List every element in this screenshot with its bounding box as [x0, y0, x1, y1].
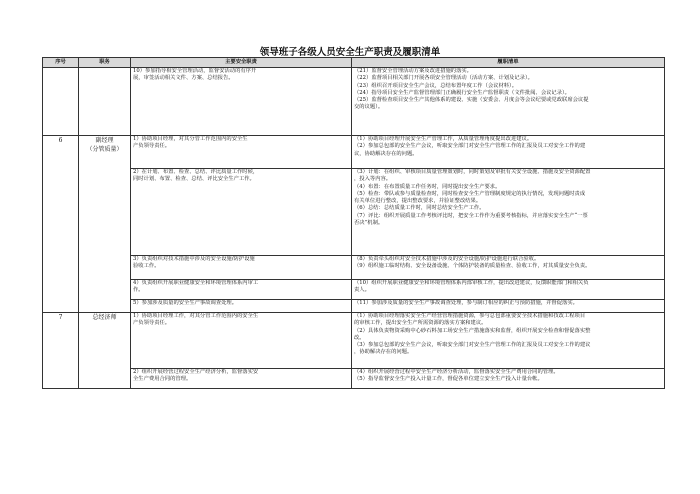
duty-line: 全生产费用合同的管理。 — [133, 376, 192, 383]
cell-position-empty — [79, 68, 131, 136]
duty-line: 1）协助项目经理，对其分管工作范围内的安全生 — [133, 136, 248, 142]
checklist-line: 的审核工作，提出安全生产所需资源的落实方案和建议。 — [354, 320, 487, 327]
checklist-line: （5）指导监督安全生产投入计量工作，督促各单位建立安全生产投入计量台帐。 — [354, 376, 543, 383]
checklist-line: （2）具体负责物资采购中心砂石料加工场安全生产措施落实和监督，组织开展安全检查和督促落实整 — [354, 327, 591, 334]
checklist-line: （3）计划：在组织、审核项目质量管理策划时，同时策划及审批有关安全设施、措施及安全资源配置 — [354, 169, 591, 175]
cell-checklist — [352, 68, 665, 136]
cell-checklist — [352, 256, 665, 280]
checklist-line: （9）组织施工临时结构、安全设备设施、个体防护装备的质量检查、验收工作，对其质量安全负责。 — [354, 263, 591, 270]
cell-checklist — [352, 300, 665, 313]
table-row — [43, 136, 665, 169]
checklist-line: （1）协助项目经理落实安全生产经营管理措施资源，参与总包部重要安全技术措施和技改工程项目 — [354, 313, 586, 319]
duty-line: 3）负责组织对技术措施中涉及的安全设施/防护设施 — [133, 256, 255, 262]
checklist-line: （10）组织开展职业健康安全和环境管理体系内部审核工作，提出改进建议，反馈职能部门和相关负 — [354, 280, 589, 286]
table-row — [43, 256, 665, 280]
cell-checklist — [352, 369, 665, 389]
checklist-line: 交的议题）。 — [354, 104, 384, 111]
checklist-line: （1）协助项目经理开展安全生产管理工作，从质量管理角度提出改进建议。 — [354, 136, 533, 142]
cell-no: 6 — [43, 136, 79, 313]
table-row — [43, 169, 665, 256]
checklist-line: （23）组织召开项目安全生产会议，总结布置年度工作（会议材料）。 — [354, 82, 517, 89]
duty-line: 1）协助项目经理工作，对其分管工作范围内的安全生 — [133, 313, 259, 319]
cell-duty — [131, 313, 352, 369]
table-row — [43, 280, 665, 300]
cell-checklist — [352, 313, 665, 369]
checklist-line: 议，协助解决存在的问题。 — [354, 150, 418, 157]
duty-line: 产负领导责任。 — [133, 143, 171, 150]
duty-line: 验收工作。 — [133, 263, 160, 270]
checklist-line: （22）监督项目相关部门开展各项安全管理活动（活动方案、计划及记录）。 — [354, 75, 533, 82]
table-row — [43, 369, 665, 389]
duty-line: 同时计划、布置、检查、总结、评比安全生产工作。 — [133, 176, 255, 183]
position-scope: （分管质量） — [86, 146, 123, 153]
checklist-line: （4）组织开展经营过程中安全生产经济分析活动，监督落实安全生产费用合同的管理。 — [354, 369, 559, 375]
cell-duty — [131, 369, 352, 389]
cell-duty — [131, 169, 352, 256]
duty-line: 5）参加涉及质量的安全生产事故调查处理。 — [133, 300, 238, 306]
cell-duty — [131, 256, 352, 280]
cell-duty — [131, 280, 352, 300]
checklist-line: ，投入等内容。 — [354, 176, 392, 183]
cell-no: 7 — [43, 313, 79, 389]
checklist-line: （11）参加涉及质量的安全生产事故调查处理，参与制订相应的纠正与预防措施，并督促落实。 — [354, 300, 578, 306]
checklist-line: 责人。 — [354, 287, 370, 294]
duty-line: 产负领导责任。 — [133, 320, 171, 327]
duty-line: 2）组织开展经营过程安全生产经济分析，监督落实安 — [133, 369, 259, 375]
checklist-line: （4）布置：在布置质量工作任务时，同时提出安全生产要求。 — [354, 183, 501, 190]
checklist-line: ，协助解决存在的问题。 — [354, 349, 413, 356]
cell-duty — [131, 300, 352, 313]
duty-line: 展，审签活动相关文件、方案、总结报告。 — [133, 75, 234, 82]
responsibility-table — [42, 57, 665, 389]
cell-duty — [131, 136, 352, 169]
position-name: 总经济师 — [92, 314, 117, 321]
checklist-line: 有关单位进行整改，提出整改要求，并验证整改结果。 — [354, 198, 482, 205]
checklist-line: （5）检查：带队或参与质量检查时，同时检查安全生产管理制度规定的执行情况，发现问题时责成 — [354, 190, 586, 197]
cell-checklist — [352, 169, 665, 256]
checklist-line: （21）监督安全管理活动方案及改进措施的落实。 — [354, 68, 472, 74]
header-position: 职务 — [79, 58, 131, 68]
table-row — [43, 68, 665, 136]
header-duty: 主要安全职责 — [131, 58, 352, 68]
cell-position — [79, 136, 131, 313]
cell-duty — [131, 68, 352, 136]
cell-position — [79, 313, 131, 389]
header-row — [43, 58, 665, 68]
table-row — [43, 313, 665, 369]
header-checklist: 履职清单 — [352, 58, 665, 68]
checklist-line: （6）总结：总结质量工作时，同时总结安全生产工作。 — [354, 205, 485, 212]
checklist-line: 否决”机制。 — [354, 220, 384, 227]
table-row — [43, 300, 665, 313]
duty-line: 10）参加指导相安全管理活动，监督安活动的有序开 — [133, 68, 257, 74]
duty-line: 2）在计划、布置、检查、总结、评比质量工作时候， — [133, 169, 259, 175]
checklist-line: （25）监督检查项目安全生产其他体系的建设、实施（安委会、月度会等会议纪要或党政联席会议提 — [354, 97, 589, 104]
checklist-line: 改。 — [354, 334, 365, 341]
cell-checklist — [352, 280, 665, 300]
cell-no-empty — [43, 68, 79, 136]
checklist-line: （2）参加总包部的安全生产会议，听取安全部门对安全生产管理工作的汇报及员工对安全工作的建 — [354, 143, 586, 150]
header-no: 序号 — [43, 58, 79, 68]
duty-line: 作。 — [133, 287, 144, 294]
checklist-line: （8）负责牵头组织对安全技术措施中涉及的安全设施/防护设施进行联合验收。 — [354, 256, 540, 262]
duty-line: 4）负责组织开展职业健康安全和环境管理体系内审工 — [133, 280, 259, 286]
checklist-line: （24）指导项目安全生产监督管理部门正确履行安全生产监督职责（文件批阅、会议记录）。 — [354, 89, 570, 96]
checklist-line: （3）参加总包部的安全生产会议，听取安全部门对安全生产管理工作的汇报及员工对安全工作的建议 — [354, 342, 591, 349]
page-title: 领导班子各级人员安全生产职责及履职清单 — [259, 47, 441, 58]
position-name: 副经理 — [95, 137, 114, 144]
cell-checklist — [352, 136, 665, 169]
checklist-line: （7）评比：组织开展质量工作考核评比时，把安全工作作为重要考核指标，并应落实安全生产“一票 — [354, 212, 588, 219]
